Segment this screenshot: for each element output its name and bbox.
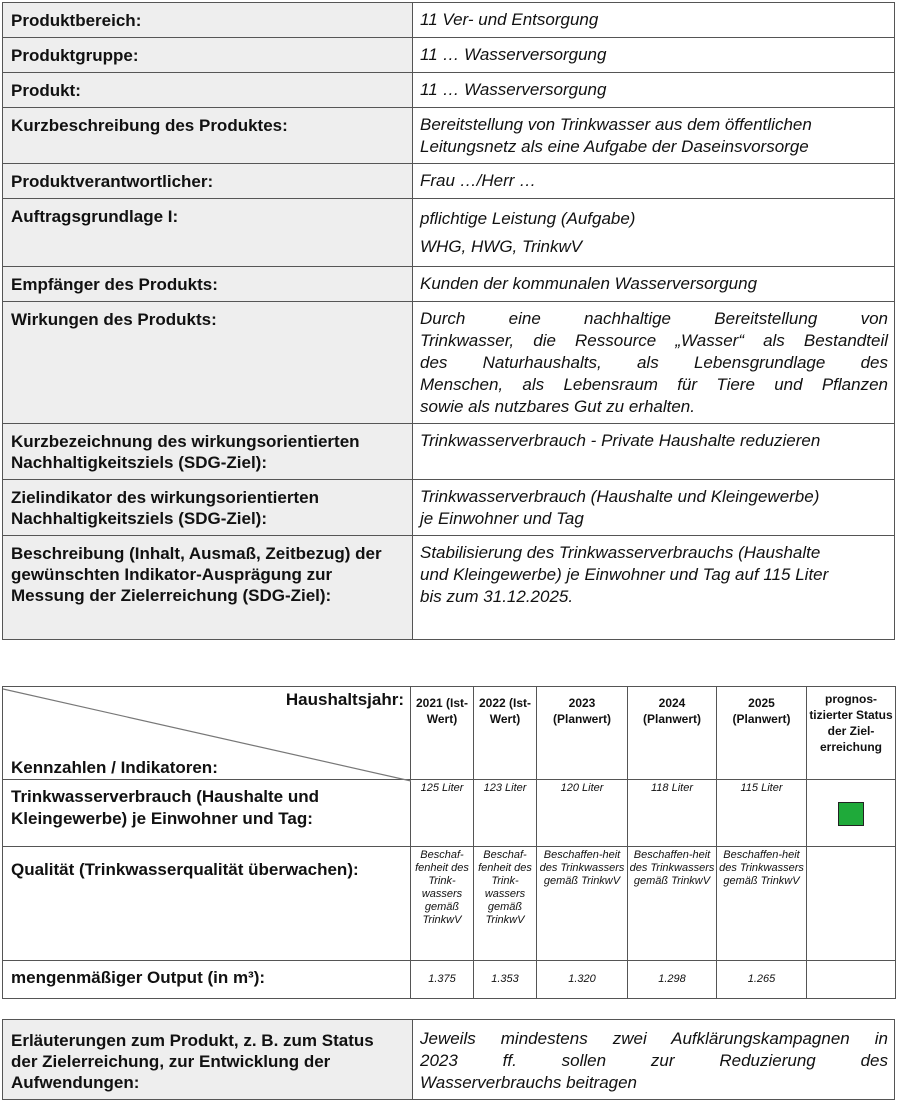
value-line: WHG, HWG, TrinkwV (420, 237, 583, 256)
row-label: Produktverantwortlicher: (3, 164, 413, 199)
value-cell: 1.265 (717, 961, 807, 999)
value-line: des Naturhaushalts, als Lebensgrundlage des (420, 353, 888, 372)
value-cell: Beschaffen-heit des Trinkwassers gemäß TrinkwV (717, 847, 807, 961)
table-row (3, 780, 896, 847)
row-value (413, 38, 895, 73)
kennzahlen-label: Kennzahlen / Indikatoren: (11, 758, 218, 777)
table-row (3, 302, 895, 424)
year-header: 2023 (Planwert) (537, 687, 628, 780)
table-row (3, 1020, 895, 1100)
row-label: Produkt: (3, 73, 413, 108)
haushaltsjahr-label: Haushaltsjahr: (285, 690, 404, 709)
value-cell: 1.375 (411, 961, 474, 999)
value-line: Bereitstellung von Trinkwasser aus dem öffentlichen (420, 115, 812, 134)
table-row (3, 3, 895, 38)
row-label: Kurzbezeichnung des wirkungsorientierten Nachhaltigkeitsziels (SDG-Ziel): (3, 424, 413, 480)
value-line: je Einwohner und Tag (420, 509, 584, 528)
status-cell (807, 847, 896, 961)
row-label: Wirkungen des Produkts: (3, 302, 413, 424)
notes-table (2, 1019, 895, 1100)
value-cell: Beschaffen-heit des Trinkwassers gemäß TrinkwV (628, 847, 717, 961)
value-line: Trinkwasser, die Ressource „Wasser“ als Bestandteil (420, 331, 888, 350)
value-line: Leitungsnetz als eine Aufgabe der Daseinsvorsorge (420, 137, 809, 156)
indicator-label: Qualität (Trinkwasserqualität überwachen): (3, 847, 411, 961)
row-label: Kurzbeschreibung des Produktes: (3, 108, 413, 164)
row-value (413, 199, 895, 267)
value-cell: 1.298 (628, 961, 717, 999)
value-cell: 125 Liter (411, 780, 474, 847)
row-value (413, 267, 895, 302)
value-line: pflichtige Leistung (Aufgabe) (420, 209, 636, 228)
value-line: 2023 ff. sollen zur Reduzierung des (420, 1051, 888, 1070)
year-header: 2022 (Ist-Wert) (474, 687, 537, 780)
table-row (3, 73, 895, 108)
value-cell: 1.353 (474, 961, 537, 999)
year-header: 2021 (Ist-Wert) (411, 687, 474, 780)
status-indicator (838, 802, 864, 826)
status-header: prognos-tizierter Status der Ziel-erreichung (807, 687, 896, 780)
row-label: Produktbereich: (3, 3, 413, 38)
table-row (3, 199, 895, 267)
row-value (413, 164, 895, 199)
row-value (413, 302, 895, 424)
row-value (413, 424, 895, 480)
row-value (413, 536, 895, 640)
table-row (3, 424, 895, 480)
indicator-label: mengenmäßiger Output (in m³): (3, 961, 411, 999)
row-value (413, 3, 895, 38)
table-row (3, 267, 895, 302)
value-line: 11 … Wasserversorgung (420, 80, 607, 99)
value-cell: Beschaf-fenheit des Trink-wassers gemäß TrinkwV (411, 847, 474, 961)
value-line: und Kleingewerbe) je Einwohner und Tag auf 115 Liter (420, 565, 829, 584)
value-line: Wasserverbrauchs beitragen (420, 1073, 638, 1092)
value-line: Trinkwasserverbrauch (Haushalte und Kleingewerbe) (420, 487, 820, 506)
year-header: 2025 (Planwert) (717, 687, 807, 780)
indicator-table (2, 686, 896, 999)
value-cell: 123 Liter (474, 780, 537, 847)
row-label: Auftragsgrundlage I: (3, 199, 413, 267)
value-cell: 120 Liter (537, 780, 628, 847)
table-row (3, 961, 896, 999)
row-label: Produktgruppe: (3, 38, 413, 73)
notes-label: Erläuterungen zum Produkt, z. B. zum Status der Zielerreichung, zur Entwicklung der Aufwendungen: (3, 1020, 413, 1100)
value-line: sowie als nutzbares Gut zu erhalten. (420, 397, 695, 416)
row-label: Empfänger des Produkts: (3, 267, 413, 302)
table-row (3, 164, 895, 199)
value-line: Trinkwasserverbrauch - Private Haushalte reduzieren (420, 431, 821, 450)
row-label: Zielindikator des wirkungsorientierten Nachhaltigkeitsziels (SDG-Ziel): (3, 480, 413, 536)
year-header: 2024 (Planwert) (628, 687, 717, 780)
status-cell (807, 961, 896, 999)
value-cell: 1.320 (537, 961, 628, 999)
header-corner-cell (3, 687, 411, 780)
value-cell: 115 Liter (717, 780, 807, 847)
value-line: 11 … Wasserversorgung (420, 45, 607, 64)
row-value (413, 73, 895, 108)
value-cell: Beschaffen-heit des Trinkwassers gemäß TrinkwV (537, 847, 628, 961)
product-info-table (2, 2, 895, 640)
value-line: Frau …/Herr … (420, 171, 537, 190)
value-line: Stabilisierung des Trinkwasserverbrauchs (Haushalte (420, 543, 821, 562)
value-line: Kunden der kommunalen Wasserversorgung (420, 274, 758, 293)
table-row (3, 536, 895, 640)
status-cell (807, 780, 896, 847)
value-line: 11 Ver- und Entsorgung (420, 10, 599, 29)
row-label: Beschreibung (Inhalt, Ausmaß, Zeitbezug) der gewünschten Indikator-Ausprägung zur Messung der Zielerreichung (SDG-Ziel): (3, 536, 413, 640)
table-row (3, 480, 895, 536)
value-line: Jeweils mindestens zwei Aufklärungskampagnen in (420, 1029, 888, 1048)
indicator-label: Trinkwasserverbrauch (Haushalte und Kleingewerbe) je Einwohner und Tag: (3, 780, 411, 847)
value-line: Durch eine nachhaltige Bereitstellung von (420, 309, 888, 328)
notes-value (413, 1020, 895, 1100)
value-cell: 118 Liter (628, 780, 717, 847)
row-value (413, 480, 895, 536)
table-row (3, 38, 895, 73)
value-cell: Beschaf-fenheit des Trink-wassers gemäß TrinkwV (474, 847, 537, 961)
table-row (3, 108, 895, 164)
value-line: Menschen, als Lebensraum für Tiere und Pflanzen (420, 375, 888, 394)
table-header-row (3, 687, 896, 780)
row-value (413, 108, 895, 164)
table-row (3, 847, 896, 961)
value-line: bis zum 31.12.2025. (420, 587, 574, 606)
